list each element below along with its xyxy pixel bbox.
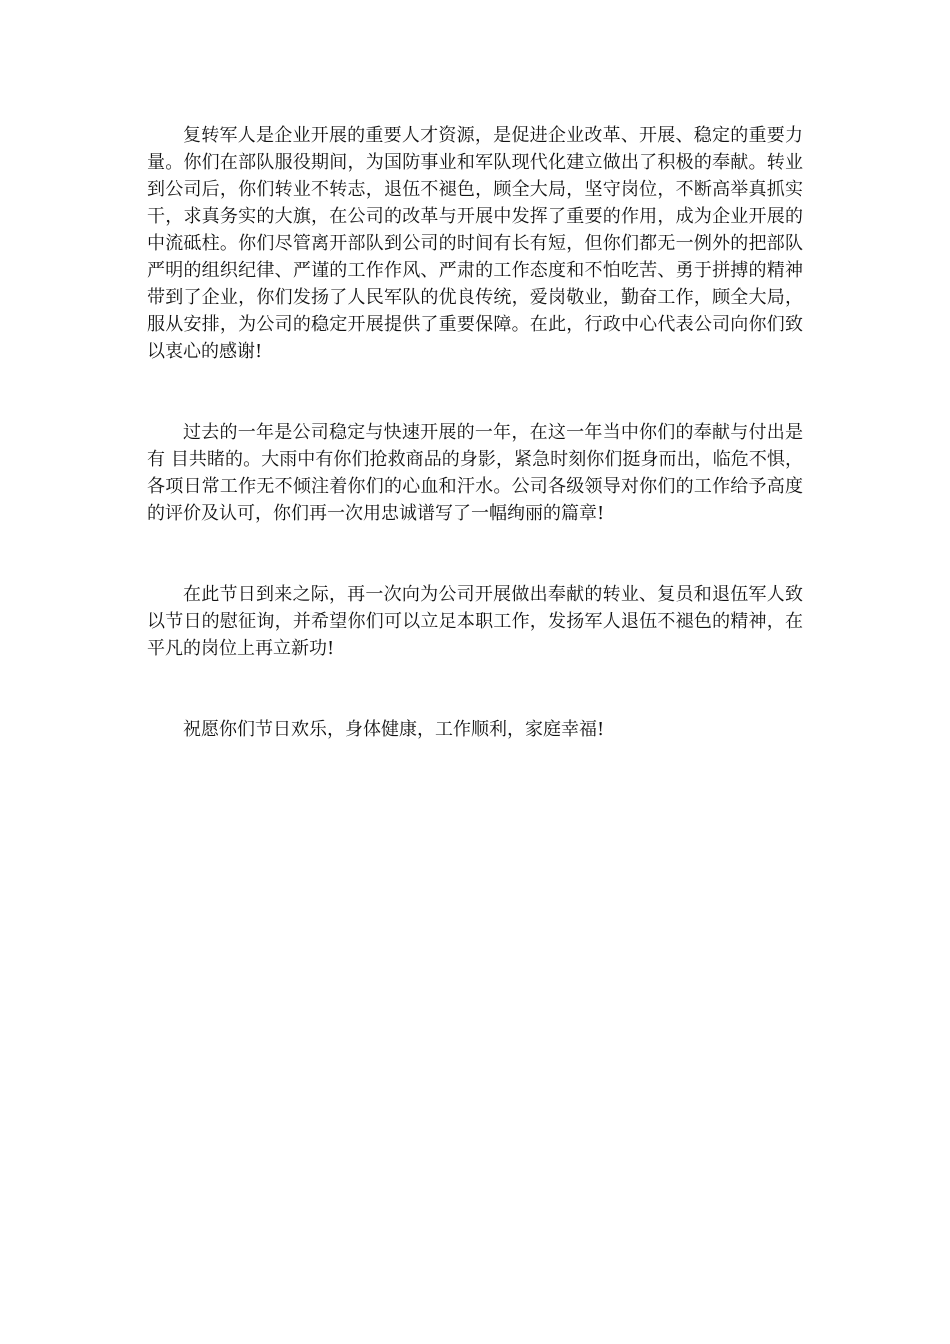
- document-body: [147, 122, 803, 743]
- paragraph-wishes: 祝愿你们节日欢乐，身体健康，工作顺利，家庭幸福!: [183, 719, 605, 740]
- paragraph-holiday-greeting: 在此节日到来之际，再一次向为公司开展做出奉献的转业、复员和退伍军人致以节日的慰征询，并希望你们可以立足本职工作，发扬军人退伍不褪色的精神，在平凡的岗位上再立新功!: [147, 584, 803, 659]
- paragraph-past-year: 过去的一年是公司稳定与快速开展的一年，在这一年当中你们的奉献与付出是有 目共睹的。大雨中有你们抢救商品的身影，紧急时刻你们挺身而出，临危不惧，各项日常工作无不倾注着你们的心血和汗水。公司各级领导对你们的工作给予高度的评价及认可，你们再一次用忠诚谱写了一幅绚丽的篇章!: [147, 422, 803, 524]
- paragraph-veterans-contribution: 复转军人是企业开展的重要人才资源，是促进企业改革、开展、稳定的重要力量。你们在部队服役期间，为国防事业和军队现代化建立做出了积极的奉献。转业到公司后，你们转业不转志，退伍不褪色，顾全大局，坚守岗位，不断高举真抓实干，求真务实的大旗，在公司的改革与开展中发挥了重要的作用，成为企业开展的中流砥柱。你们尽管离开部队到公司的时间有长有短，但你们都无一例外的把部队严明的组织纪律、严谨的工作作风、严肃的工作态度和不怕吃苦、勇于拼搏的精神带到了企业，你们发扬了人民军队的优良传统，爱岗敬业，勤奋工作，顾全大局，服从安排，为公司的稳定开展提供了重要保障。在此，行政中心代表公司向你们致以衷心的感谢!: [147, 125, 803, 362]
